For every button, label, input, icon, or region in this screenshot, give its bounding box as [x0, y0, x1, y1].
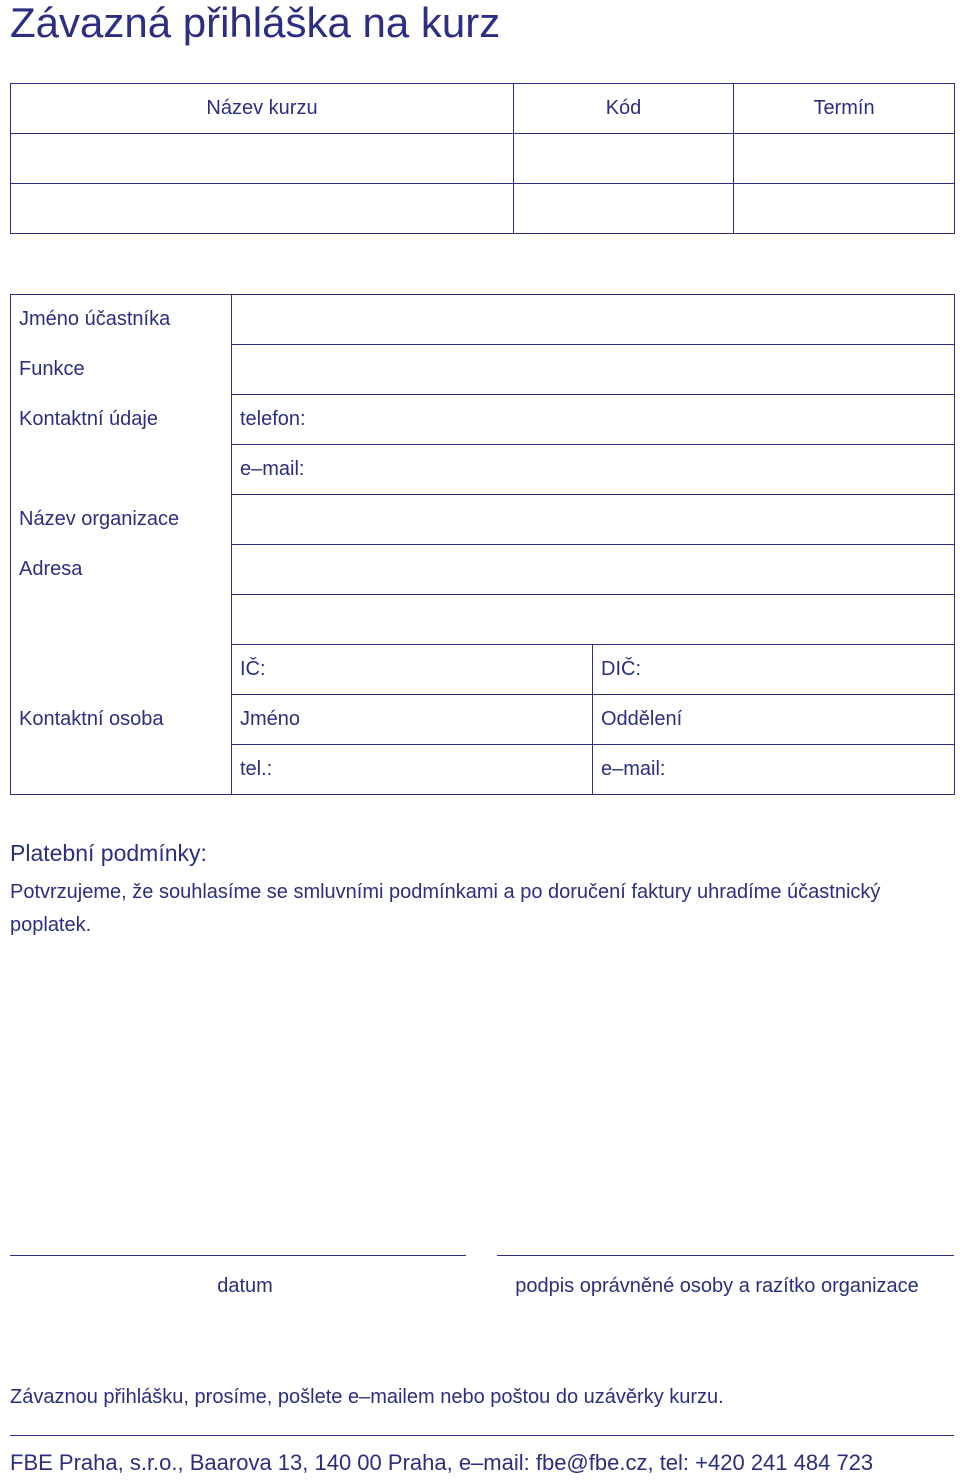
address-field-2[interactable]: [232, 595, 955, 645]
address-label: Adresa: [11, 545, 232, 595]
table-row: [11, 495, 955, 545]
course-table: [10, 83, 955, 234]
footer-contact: FBE Praha, s.r.o., Baarova 13, 140 00 Praha, e–mail: fbe@fbe.cz, tel: +420 241 484 723: [10, 1450, 874, 1475]
table-row: [11, 345, 955, 395]
course-row: [11, 134, 955, 184]
participant-table: [10, 294, 955, 795]
address-label-cont: [11, 595, 232, 645]
course-name-field[interactable]: [11, 184, 514, 234]
table-row: [11, 595, 955, 645]
person-email-field[interactable]: e–mail:: [593, 745, 955, 795]
participant-name-label: Jméno účastníka: [11, 295, 232, 345]
table-row: [11, 645, 955, 695]
submission-note: Závaznou přihlášku, prosíme, pošlete e–mailem nebo poštou do uzávěrky kurzu.: [10, 1386, 724, 1408]
organization-label: Název organizace: [11, 495, 232, 545]
course-date-field[interactable]: [734, 184, 955, 234]
table-row: [11, 745, 955, 795]
contact-person-label-cont: [11, 745, 232, 795]
course-code-field[interactable]: [514, 184, 734, 234]
contact-details-label-cont: [11, 445, 232, 495]
course-code-header: Kód: [514, 84, 734, 134]
address-label-cont: [11, 645, 232, 695]
table-row: [11, 545, 955, 595]
footer-divider: [10, 1435, 954, 1436]
department-field[interactable]: Oddělení: [593, 695, 955, 745]
person-tel-field[interactable]: tel.:: [232, 745, 593, 795]
contact-details-label: Kontaktní údaje: [11, 395, 232, 445]
contact-person-label: Kontaktní osoba: [11, 695, 232, 745]
table-row: [11, 445, 955, 495]
course-header-row: [11, 84, 955, 134]
date-line[interactable]: [10, 1255, 466, 1256]
course-date-header: Termín: [734, 84, 955, 134]
function-label: Funkce: [11, 345, 232, 395]
payment-heading: Platební podmínky:: [10, 840, 207, 866]
page-title: Závazná přihláška na kurz: [10, 0, 501, 46]
course-code-field[interactable]: [514, 134, 734, 184]
course-row: [11, 184, 955, 234]
course-name-header: Název kurzu: [11, 84, 514, 134]
email-field[interactable]: e–mail:: [232, 445, 955, 495]
dic-field[interactable]: DIČ:: [593, 645, 955, 695]
table-row: [11, 395, 955, 445]
function-field[interactable]: [232, 345, 955, 395]
address-field[interactable]: [232, 545, 955, 595]
phone-field[interactable]: telefon:: [232, 395, 955, 445]
course-name-field[interactable]: [11, 134, 514, 184]
table-row: [11, 695, 955, 745]
organization-field[interactable]: [232, 495, 955, 545]
ic-field[interactable]: IČ:: [232, 645, 593, 695]
table-row: [11, 295, 955, 345]
course-date-field[interactable]: [734, 134, 955, 184]
signature-line[interactable]: [497, 1255, 954, 1256]
payment-text: Potvrzujeme, že souhlasíme se smluvními podmínkami a po doručení faktury uhradíme účastnický poplatek.: [10, 881, 881, 936]
participant-name-field[interactable]: [232, 295, 955, 345]
date-label: datum: [217, 1275, 273, 1297]
person-name-field[interactable]: Jméno: [232, 695, 593, 745]
signature-label: podpis oprávněné osoby a razítko organizace: [515, 1275, 919, 1297]
